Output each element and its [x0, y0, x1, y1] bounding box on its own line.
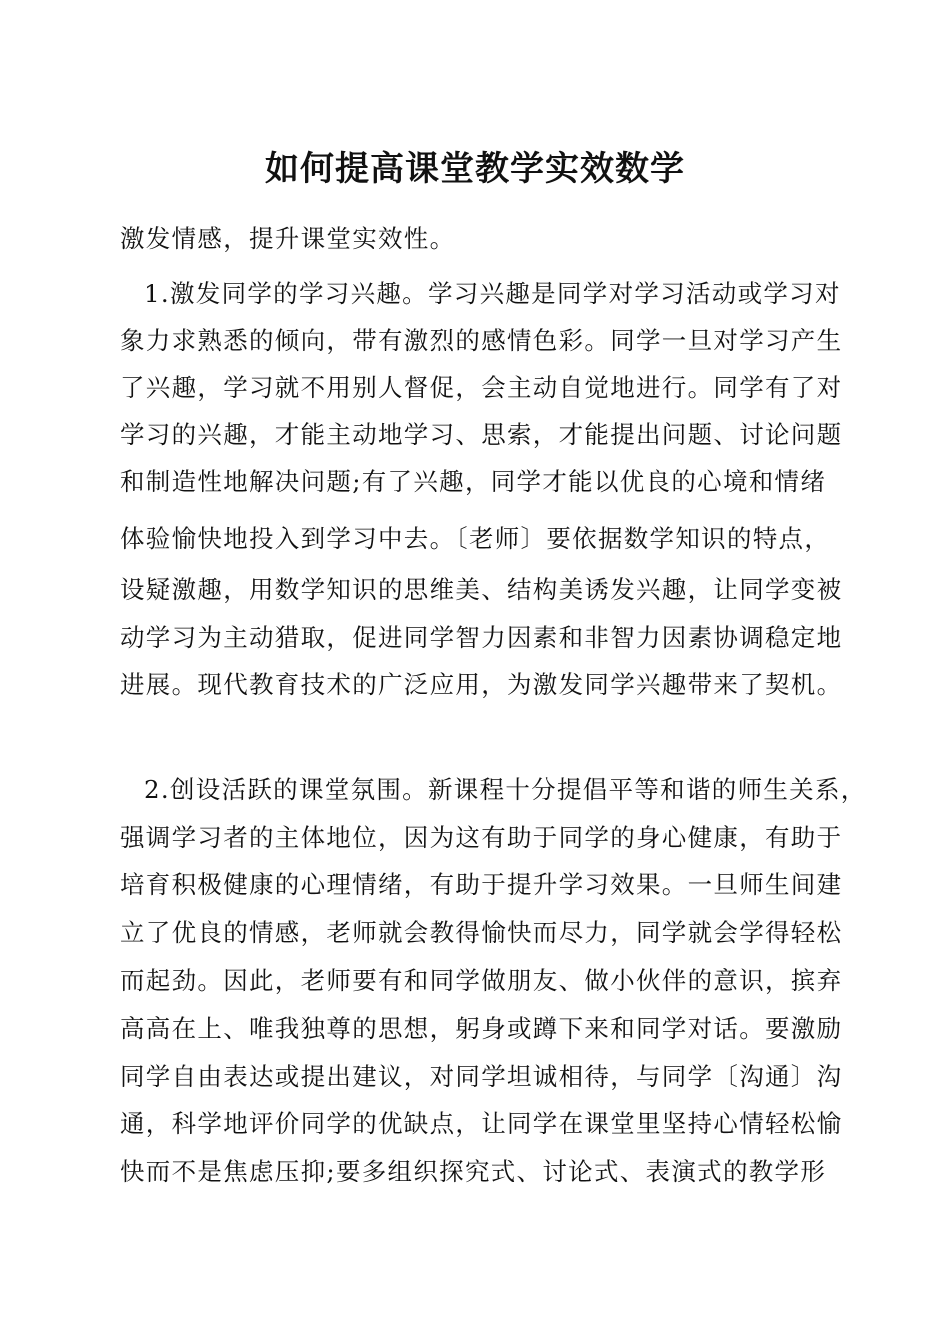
- paragraph-1-line-2: 象力求熟悉的倾向，带有激烈的感情色彩。同学一旦对学习产生: [120, 326, 843, 355]
- paragraph-1-line-3: 了兴趣，学习就不用别人督促，会主动自觉地进行。同学有了对: [120, 373, 843, 402]
- paragraph-1-line-1: 1.激发同学的学习兴趣。学习兴趣是同学对学习活动或学习对: [144, 279, 841, 308]
- paragraph-1-line-6: 体验愉快地投入到学习中去。〔老师〕要依据数学知识的特点，: [120, 524, 831, 553]
- paragraph-2-line-9: 快而不是焦虑压抑;要多组织探究式、讨论式、表演式的教学形: [120, 1157, 827, 1186]
- paragraph-2-line-8: 通，科学地评价同学的优缺点，让同学在课堂里坚持心情轻松愉: [120, 1109, 843, 1138]
- paragraph-2-line-3: 培育积极健康的心理情绪，有助于提升学习效果。一旦师生间建: [120, 870, 843, 899]
- paragraph-1-line-5: 和制造性地解决问题;有了兴趣，同学才能以优良的心境和情绪: [120, 467, 827, 496]
- paragraph-2-line-2: 强调学习者的主体地位，因为这有助于同学的身心健康，有助于: [120, 823, 843, 852]
- paragraph-1-line-7: 设疑激趣，用数学知识的思维美、结构美诱发兴趣，让同学变被: [120, 575, 843, 604]
- paragraph-2-line-6: 高高在上、唯我独尊的思想，躬身或蹲下来和同学对话。要激励: [120, 1014, 843, 1043]
- paragraph-1-line-8: 动学习为主动猎取，促进同学智力因素和非智力因素协调稳定地: [120, 623, 843, 652]
- paragraph-1-line-4: 学习的兴趣，才能主动地学习、思索，才能提出问题、讨论问题: [120, 420, 843, 449]
- paragraph-2-line-7: 同学自由表达或提出建议，对同学坦诚相待，与同学〔沟通〕沟: [120, 1062, 843, 1091]
- document-title: 如何提高课堂教学实效数学: [265, 149, 685, 189]
- paragraph-2-line-1: 2.创设活跃的课堂氛围。新课程十分提倡平等和谐的师生关系，: [144, 775, 867, 804]
- paragraph-1-line-9: 进展。现代教育技术的广泛应用，为激发同学兴趣带来了契机。: [120, 670, 843, 699]
- paragraph-2-line-4: 立了优良的情感，老师就会教得愉快而尽力，同学就会学得轻松: [120, 918, 843, 947]
- intro-text: 激发情感，提升课堂实效性。: [120, 224, 456, 253]
- paragraph-2-line-5: 而起劲。因此，老师要有和同学做朋友、做小伙伴的意识，摈弃: [120, 966, 843, 995]
